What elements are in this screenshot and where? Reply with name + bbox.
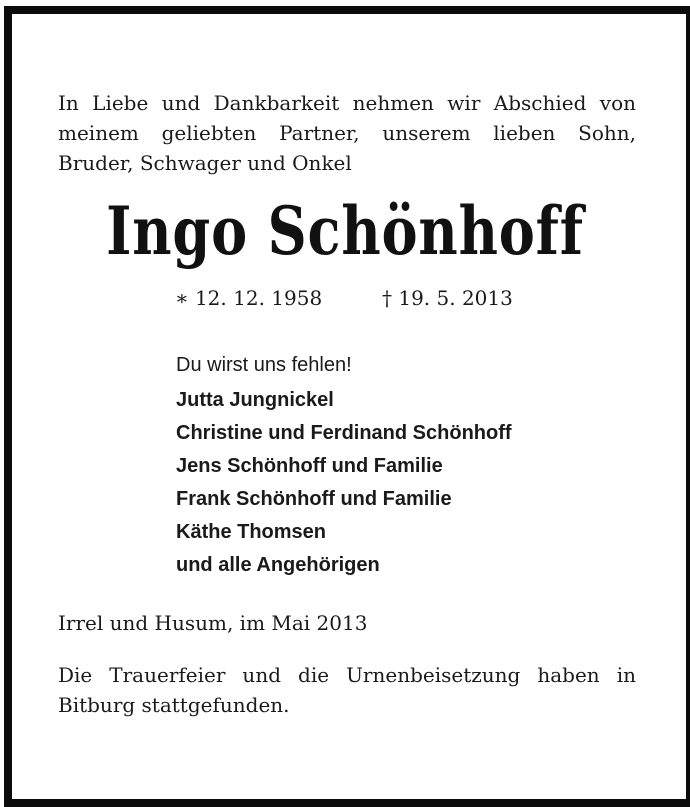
mourners-lead: Du wirst uns fehlen! — [176, 354, 352, 376]
deceased-name: Ingo Schönhoff — [106, 192, 584, 270]
intro-line: Bruder, Schwager und Onkel — [58, 151, 352, 175]
mourner-name: und alle Angehörigen — [176, 554, 380, 576]
ceremony-note — [58, 660, 636, 720]
mourners-list — [176, 350, 512, 582]
mourner-name: Frank Schönhoff und Familie — [176, 488, 452, 510]
ceremony-line: Bitburg stattgefunden. — [58, 693, 290, 717]
intro-line: In Liebe und Dankbarkeit nehmen wir Abschied von — [58, 91, 636, 115]
mourner-name: Jens Schönhoff und Familie — [176, 455, 443, 477]
birth-date: ∗ 12. 12. 1958 — [175, 286, 323, 310]
death-date: † 19. 5. 2013 — [382, 286, 513, 310]
mourner-name: Käthe Thomsen — [176, 521, 327, 543]
mourner-name: Christine und Ferdinand Schönhoff — [176, 422, 512, 444]
mourner-name: Jutta Jungnickel — [176, 389, 334, 411]
ceremony-line: Die Trauerfeier und die Urnenbeisetzung haben in — [58, 663, 636, 687]
intro-text — [58, 88, 636, 178]
place-and-date: Irrel und Husum, im Mai 2013 — [58, 611, 368, 635]
intro-line: meinem geliebten Partner, unserem lieben Sohn, — [58, 121, 636, 145]
